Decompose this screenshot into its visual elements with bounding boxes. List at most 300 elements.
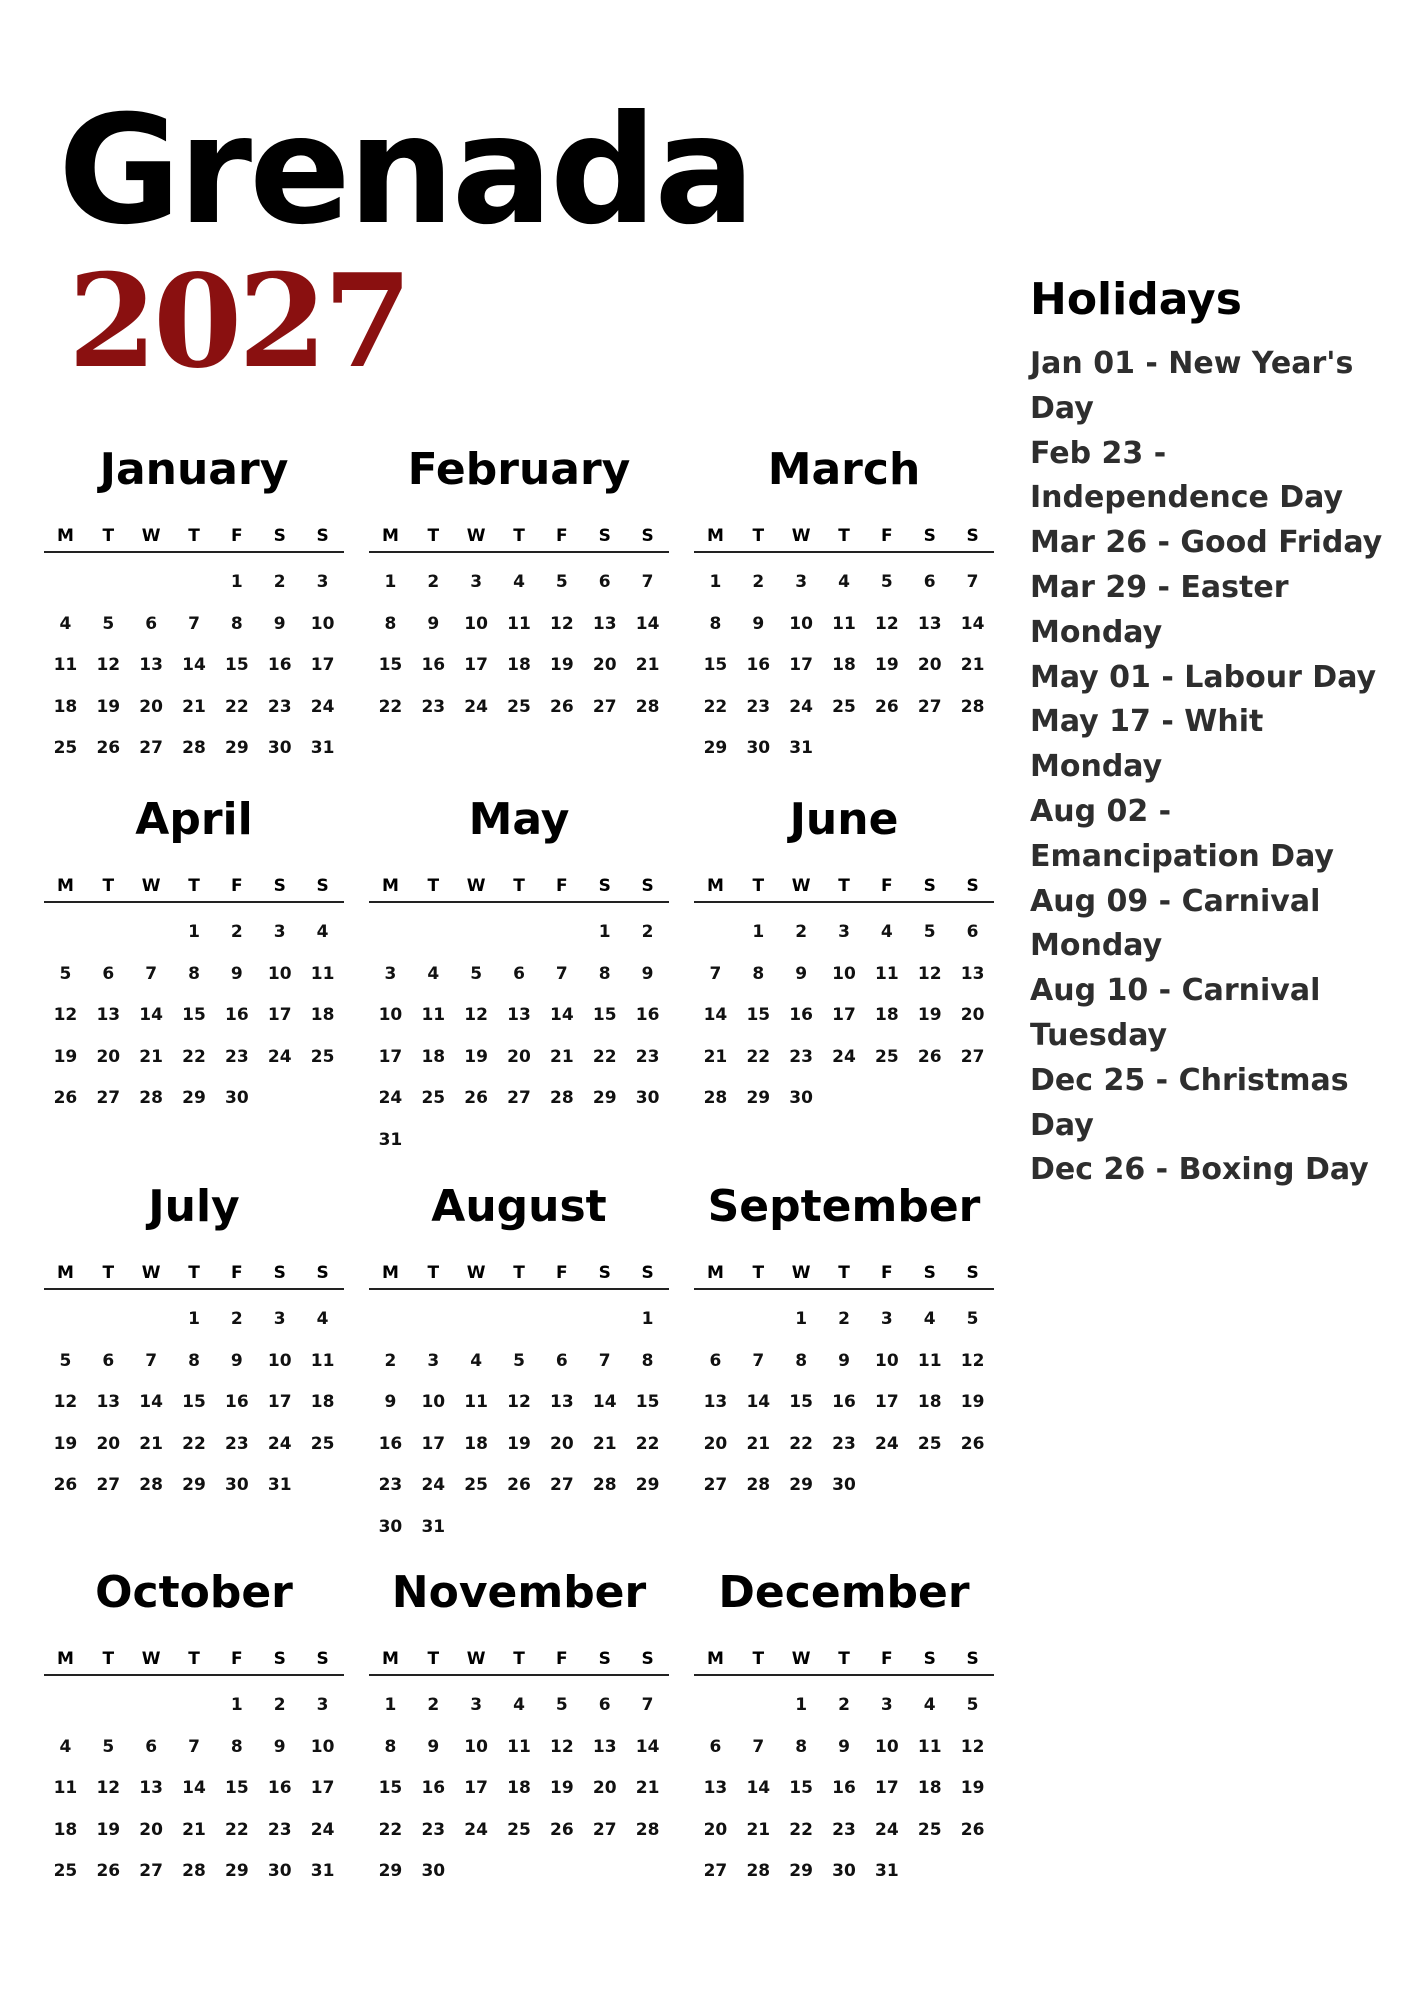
- day-cell: 9: [230, 1350, 243, 1371]
- day-cell: 16: [635, 1005, 660, 1025]
- weekday-label: S: [598, 1263, 611, 1283]
- weekday-label: M: [381, 1263, 399, 1283]
- calendar-year: 2027: [68, 247, 409, 397]
- day-cell: 30: [267, 1861, 292, 1881]
- day-cell: 31: [421, 1516, 446, 1537]
- day-cell: 24: [310, 1819, 335, 1840]
- weekday-label: F: [881, 876, 893, 896]
- weekday-header: [44, 1648, 344, 1676]
- day-cell: 12: [96, 1778, 121, 1798]
- weekday-label: W: [466, 1649, 486, 1669]
- weekday-label: M: [706, 876, 724, 896]
- day-cell: 18: [875, 1005, 899, 1025]
- day-cell: 7: [709, 963, 722, 984]
- month-name: October: [95, 1567, 293, 1618]
- day-cell: 2: [752, 572, 765, 592]
- empty-cell: [130, 1304, 173, 1346]
- weekday-label: T: [838, 1263, 850, 1283]
- day-cell: 4: [838, 572, 850, 592]
- weekday-label: W: [141, 876, 161, 896]
- day-cell: 9: [838, 1736, 850, 1757]
- day-cell: 28: [182, 738, 206, 758]
- day-cell: 30: [225, 1088, 249, 1108]
- day-cell: 22: [225, 1819, 249, 1840]
- day-cell: 16: [746, 655, 771, 675]
- day-cell: 17: [310, 1778, 335, 1798]
- day-cell: 17: [832, 1005, 856, 1025]
- day-cell: 18: [917, 1392, 942, 1412]
- day-cell: 23: [635, 1046, 660, 1067]
- day-cell: 25: [310, 1046, 335, 1067]
- weekday-label: T: [513, 526, 525, 546]
- weekday-label: W: [141, 1649, 161, 1669]
- day-cell: 15: [635, 1392, 660, 1412]
- day-cell: 25: [421, 1088, 446, 1108]
- day-cell: 7: [188, 613, 200, 634]
- day-cell: 25: [507, 696, 531, 717]
- day-cell: 20: [96, 1433, 121, 1454]
- day-cell: 26: [550, 1819, 574, 1840]
- day-cell: 9: [641, 963, 654, 984]
- weekday-label: W: [466, 526, 486, 546]
- day-cell: 26: [960, 1819, 985, 1840]
- day-cell: 3: [427, 1350, 440, 1371]
- day-cell: 19: [875, 655, 899, 675]
- weekday-header: [44, 1262, 344, 1290]
- day-cell: 20: [592, 1778, 617, 1798]
- day-cell: 23: [421, 696, 446, 717]
- day-cell: 11: [917, 1350, 942, 1371]
- day-cell: 22: [182, 1046, 206, 1067]
- weekday-label: T: [102, 526, 115, 546]
- weekday-label: F: [556, 1263, 568, 1283]
- day-cell: 2: [230, 1309, 243, 1329]
- weekday-label: M: [56, 526, 74, 546]
- day-cell: 25: [464, 1475, 488, 1495]
- day-cell: 8: [230, 613, 243, 634]
- day-cell: 23: [421, 1819, 446, 1840]
- day-cell: 3: [470, 1695, 483, 1715]
- day-cell: 3: [316, 1695, 329, 1715]
- day-cell: 14: [139, 1005, 163, 1025]
- day-cell: 12: [550, 1736, 574, 1757]
- day-cell: 26: [96, 738, 121, 758]
- weekday-label: S: [641, 1649, 654, 1669]
- weekday-label: S: [273, 876, 286, 896]
- day-cell: 25: [53, 1861, 78, 1881]
- day-cell: 2: [273, 1695, 286, 1715]
- weekday-label: T: [752, 1649, 765, 1669]
- weekday-label: W: [791, 1263, 811, 1283]
- day-cell: 26: [464, 1088, 488, 1108]
- day-cell: 12: [550, 613, 574, 634]
- day-cell: 30: [635, 1088, 660, 1108]
- weekday-label: T: [427, 1263, 440, 1283]
- day-cell: 17: [789, 655, 813, 675]
- empty-cell: [87, 1690, 130, 1732]
- day-cell: 16: [832, 1392, 856, 1412]
- day-cell: 20: [917, 655, 942, 675]
- day-cell: 12: [53, 1392, 78, 1412]
- day-cell: 14: [703, 1005, 728, 1025]
- day-cell: 17: [875, 1392, 899, 1412]
- day-cell: 11: [507, 1736, 531, 1757]
- weekday-label: S: [966, 876, 979, 896]
- empty-cell: [412, 1304, 455, 1346]
- weekday-label: T: [102, 876, 115, 896]
- day-cell: 10: [378, 1005, 403, 1025]
- holiday-item: Aug 02 - Emancipation Day: [1030, 793, 1334, 874]
- day-cell: 27: [139, 1861, 163, 1881]
- holidays-panel: [1030, 272, 1400, 1193]
- weekday-label: T: [838, 876, 850, 896]
- empty-cell: [455, 1304, 498, 1346]
- day-cell: 5: [513, 1350, 525, 1371]
- day-cell: 28: [746, 1861, 771, 1881]
- empty-cell: [540, 917, 583, 959]
- day-cell: 27: [592, 696, 617, 717]
- day-cell: 31: [789, 738, 813, 758]
- holiday-item: Dec 26 - Boxing Day: [1030, 1152, 1369, 1188]
- day-cell: 16: [267, 1778, 292, 1798]
- month-name: July: [148, 1181, 240, 1232]
- day-cell: 8: [384, 613, 397, 634]
- day-cell: 5: [966, 1309, 979, 1329]
- weekday-header: [44, 525, 344, 553]
- day-cell: 7: [598, 1350, 611, 1371]
- day-cell: 11: [507, 613, 531, 634]
- day-cell: 10: [789, 613, 813, 634]
- day-cell: 10: [310, 613, 335, 634]
- empty-cell: [44, 1304, 87, 1346]
- day-cell: 6: [102, 963, 115, 984]
- weekday-label: W: [141, 526, 161, 546]
- day-cell: 3: [316, 572, 329, 592]
- day-cell: 13: [960, 963, 985, 984]
- day-cell: 23: [789, 1046, 813, 1067]
- day-cell: 14: [960, 613, 985, 634]
- day-cell: 20: [703, 1819, 728, 1840]
- day-cell: 28: [635, 1819, 660, 1840]
- day-cell: 11: [464, 1392, 488, 1412]
- day-cell: 8: [188, 963, 200, 984]
- month-name: May: [468, 794, 570, 845]
- day-cell: 4: [513, 1695, 525, 1715]
- day-cell: 2: [838, 1309, 850, 1329]
- day-cell: 12: [960, 1736, 985, 1757]
- day-cell: 30: [225, 1475, 249, 1495]
- day-cell: 10: [464, 613, 488, 634]
- day-cell: 4: [427, 963, 440, 984]
- day-cell: 28: [635, 696, 660, 717]
- day-cell: 12: [507, 1392, 531, 1412]
- day-cell: 11: [310, 963, 335, 984]
- day-cell: 4: [316, 1309, 329, 1329]
- day-cell: 15: [225, 1778, 249, 1798]
- days-grid: [694, 1304, 994, 1512]
- weekday-label: S: [273, 1649, 286, 1669]
- month-name: November: [391, 1567, 647, 1618]
- weekday-label: S: [316, 1263, 329, 1283]
- day-cell: 10: [464, 1736, 488, 1757]
- weekday-label: T: [427, 1649, 440, 1669]
- day-cell: 16: [789, 1005, 813, 1025]
- day-cell: 7: [641, 572, 654, 592]
- day-cell: 21: [746, 1433, 771, 1454]
- day-cell: 19: [96, 696, 121, 717]
- weekday-label: F: [231, 526, 243, 546]
- month-name: June: [789, 794, 899, 845]
- day-cell: 22: [703, 696, 728, 717]
- weekday-label: S: [641, 876, 654, 896]
- day-cell: 20: [139, 1819, 163, 1840]
- day-cell: 27: [139, 738, 163, 758]
- day-cell: 13: [96, 1392, 121, 1412]
- day-cell: 2: [641, 922, 654, 942]
- day-cell: 16: [267, 655, 292, 675]
- days-grid: [694, 917, 994, 1125]
- day-cell: 25: [832, 696, 856, 717]
- days-grid: [44, 1690, 344, 1898]
- day-cell: 19: [96, 1819, 121, 1840]
- day-cell: 28: [960, 696, 985, 717]
- weekday-label: S: [273, 526, 286, 546]
- holiday-item: May 17 - Whit Monday: [1030, 704, 1264, 785]
- day-cell: 30: [832, 1861, 856, 1881]
- day-cell: 4: [470, 1350, 483, 1371]
- day-cell: 19: [464, 1046, 488, 1067]
- weekday-label: M: [706, 526, 724, 546]
- days-grid: [369, 917, 669, 1166]
- weekday-header: [369, 1262, 669, 1290]
- weekday-label: T: [188, 1263, 200, 1283]
- day-cell: 18: [507, 655, 531, 675]
- day-cell: 30: [746, 738, 771, 758]
- empty-cell: [694, 1690, 737, 1732]
- day-cell: 24: [832, 1046, 856, 1067]
- day-cell: 5: [880, 572, 893, 592]
- day-cell: 18: [832, 655, 856, 675]
- day-cell: 26: [960, 1433, 985, 1454]
- day-cell: 28: [182, 1861, 206, 1881]
- day-cell: 5: [102, 613, 115, 634]
- day-cell: 7: [966, 572, 979, 592]
- day-cell: 23: [746, 696, 771, 717]
- days-grid: [369, 1690, 669, 1898]
- weekday-header: [44, 875, 344, 903]
- day-cell: 22: [378, 1819, 403, 1840]
- day-cell: 10: [267, 963, 292, 984]
- day-cell: 9: [427, 1736, 440, 1757]
- weekday-header: [369, 525, 669, 553]
- empty-cell: [130, 1690, 173, 1732]
- day-cell: 29: [378, 1861, 403, 1881]
- weekday-label: F: [881, 1649, 893, 1669]
- weekday-label: S: [966, 1263, 979, 1283]
- weekday-label: W: [466, 876, 486, 896]
- day-cell: 14: [182, 655, 206, 675]
- day-cell: 29: [635, 1475, 660, 1495]
- day-cell: 15: [746, 1005, 771, 1025]
- day-cell: 13: [507, 1005, 531, 1025]
- day-cell: 18: [53, 1819, 78, 1840]
- month-name: December: [718, 1567, 970, 1618]
- weekday-label: F: [556, 526, 568, 546]
- day-cell: 20: [139, 696, 163, 717]
- weekday-label: T: [838, 526, 850, 546]
- day-cell: 11: [53, 1778, 78, 1798]
- day-cell: 16: [832, 1778, 856, 1798]
- day-cell: 18: [917, 1778, 942, 1798]
- day-cell: 25: [875, 1046, 899, 1067]
- day-cell: 23: [267, 1819, 292, 1840]
- day-cell: 9: [752, 613, 765, 634]
- day-cell: 24: [267, 1433, 292, 1454]
- weekday-label: S: [966, 526, 979, 546]
- day-cell: 3: [838, 922, 850, 942]
- day-cell: 25: [507, 1819, 531, 1840]
- weekday-label: W: [466, 1263, 486, 1283]
- day-cell: 5: [470, 963, 483, 984]
- day-cell: 3: [273, 1309, 286, 1329]
- day-cell: 9: [384, 1392, 397, 1412]
- weekday-label: T: [188, 526, 200, 546]
- day-cell: 27: [703, 1861, 728, 1881]
- day-cell: 17: [267, 1005, 292, 1025]
- day-cell: 12: [917, 963, 942, 984]
- holiday-item: Aug 09 - Carnival Monday: [1030, 883, 1321, 964]
- empty-cell: [498, 917, 541, 959]
- holiday-list: [1030, 342, 1400, 1193]
- month-name: March: [767, 444, 921, 495]
- day-cell: 21: [550, 1046, 574, 1067]
- weekday-header: [694, 1648, 994, 1676]
- day-cell: 27: [550, 1475, 574, 1495]
- day-cell: 7: [145, 1350, 158, 1371]
- day-cell: 10: [421, 1392, 446, 1412]
- weekday-label: T: [188, 1649, 200, 1669]
- day-cell: 27: [96, 1088, 121, 1108]
- empty-cell: [455, 917, 498, 959]
- weekday-label: T: [427, 526, 440, 546]
- day-cell: 16: [421, 655, 446, 675]
- day-cell: 15: [225, 655, 249, 675]
- day-cell: 15: [378, 1778, 403, 1798]
- weekday-label: T: [102, 1263, 115, 1283]
- day-cell: 15: [789, 1392, 813, 1412]
- month-name: February: [407, 444, 631, 495]
- day-cell: 13: [139, 1778, 163, 1798]
- day-cell: 15: [182, 1005, 206, 1025]
- day-cell: 1: [795, 1309, 808, 1329]
- day-cell: 17: [464, 655, 488, 675]
- weekday-label: S: [598, 876, 611, 896]
- holiday-item: Jan 01 - New Year's Day: [1030, 346, 1354, 426]
- day-cell: 17: [464, 1778, 488, 1798]
- day-cell: 26: [550, 696, 574, 717]
- day-cell: 7: [188, 1736, 200, 1757]
- day-cell: 23: [832, 1819, 856, 1840]
- weekday-label: F: [881, 1263, 893, 1283]
- day-cell: 12: [960, 1350, 985, 1371]
- day-cell: 25: [310, 1433, 335, 1454]
- day-cell: 4: [923, 1309, 936, 1329]
- day-cell: 10: [875, 1350, 899, 1371]
- empty-cell: [87, 1304, 130, 1346]
- day-cell: 24: [789, 696, 813, 717]
- calendar-title: Grenada: [58, 84, 753, 258]
- day-cell: 18: [310, 1392, 335, 1412]
- weekday-label: F: [231, 1649, 243, 1669]
- day-cell: 8: [795, 1736, 808, 1757]
- empty-cell: [694, 1304, 737, 1346]
- day-cell: 29: [746, 1088, 771, 1108]
- day-cell: 30: [789, 1088, 813, 1108]
- empty-cell: [173, 1690, 216, 1732]
- weekday-label: T: [752, 526, 765, 546]
- day-cell: 1: [598, 922, 611, 942]
- holiday-item: Mar 26 - Good Friday: [1030, 525, 1383, 561]
- day-cell: 23: [378, 1475, 403, 1495]
- day-cell: 25: [917, 1819, 942, 1840]
- day-cell: 24: [464, 696, 488, 717]
- day-cell: 21: [960, 655, 985, 675]
- day-cell: 14: [592, 1392, 617, 1412]
- day-cell: 23: [225, 1046, 249, 1067]
- day-cell: 6: [923, 572, 936, 592]
- day-cell: 4: [923, 1695, 936, 1715]
- day-cell: 17: [378, 1046, 403, 1067]
- weekday-label: T: [838, 1649, 850, 1669]
- day-cell: 16: [225, 1392, 249, 1412]
- day-cell: 31: [310, 738, 335, 758]
- day-cell: 10: [875, 1736, 899, 1757]
- month-name: April: [135, 794, 253, 845]
- day-cell: 14: [139, 1392, 163, 1412]
- empty-cell: [498, 1304, 541, 1346]
- weekday-label: T: [513, 1649, 525, 1669]
- days-grid: [694, 567, 994, 775]
- day-cell: 21: [746, 1819, 771, 1840]
- day-cell: 31: [875, 1861, 899, 1881]
- day-cell: 6: [555, 1350, 568, 1371]
- day-cell: 5: [966, 1695, 979, 1715]
- empty-cell: [44, 917, 87, 959]
- day-cell: 9: [273, 1736, 286, 1757]
- day-cell: 1: [641, 1309, 654, 1329]
- day-cell: 12: [53, 1005, 78, 1025]
- holiday-item: Aug 10 - Carnival Tuesday: [1030, 973, 1321, 1053]
- day-cell: 11: [53, 655, 78, 675]
- day-cell: 8: [641, 1350, 654, 1371]
- day-cell: 26: [507, 1475, 531, 1495]
- day-cell: 2: [384, 1350, 397, 1371]
- day-cell: 5: [555, 572, 568, 592]
- day-cell: 1: [188, 922, 200, 942]
- weekday-label: S: [316, 876, 329, 896]
- day-cell: 13: [703, 1778, 728, 1798]
- empty-cell: [583, 1304, 626, 1346]
- day-cell: 4: [59, 1736, 72, 1757]
- day-cell: 5: [923, 922, 936, 942]
- weekday-label: M: [56, 1649, 74, 1669]
- weekday-label: F: [556, 1649, 568, 1669]
- weekday-label: M: [706, 1649, 724, 1669]
- day-cell: 13: [592, 1736, 617, 1757]
- day-cell: 14: [635, 1736, 660, 1757]
- day-cell: 15: [592, 1005, 617, 1025]
- day-cell: 24: [464, 1819, 488, 1840]
